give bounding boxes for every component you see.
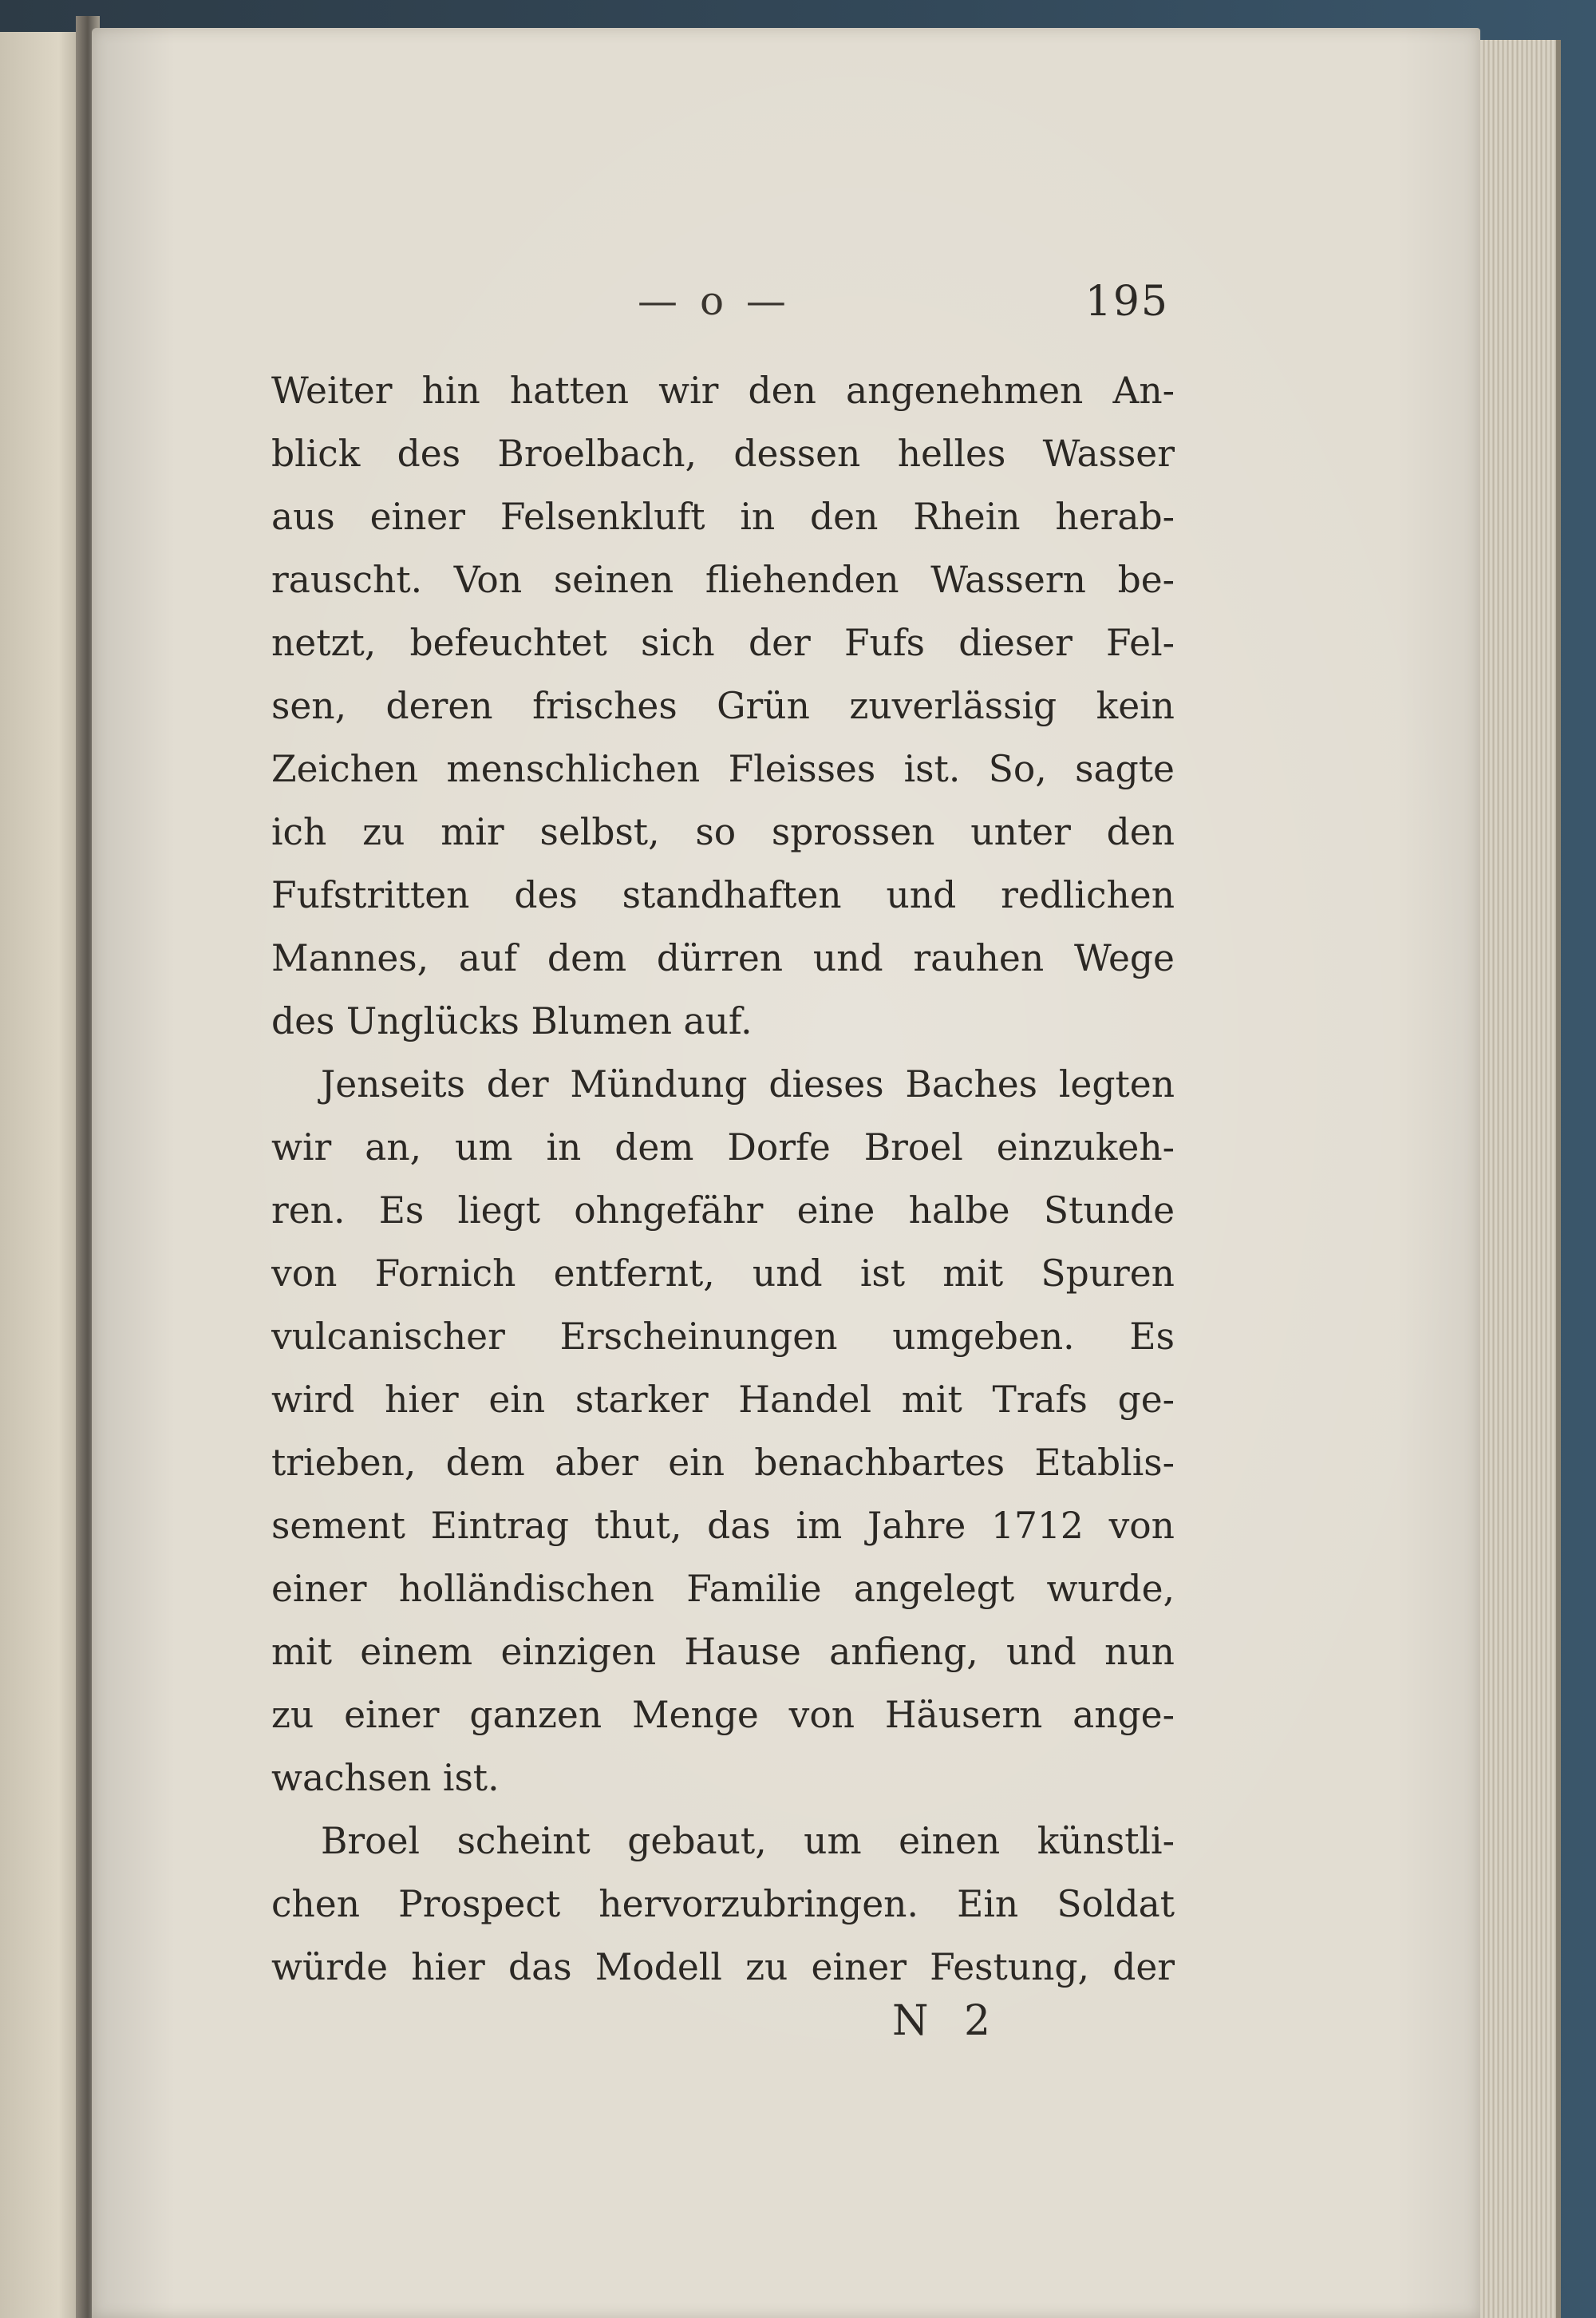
running-head xyxy=(275,278,1169,342)
text-line: Zeichen menschlichen Fleisses ist. So, sagte xyxy=(271,748,1175,790)
page-number: 195 xyxy=(1084,278,1169,326)
signature-mark: N 2 xyxy=(892,1997,1002,2045)
text-line: von Fornich entfernt, und ist mit Spuren xyxy=(271,1252,1175,1295)
left-page-edge xyxy=(0,32,84,2318)
text-line: chen Prospect hervorzubringen. Ein Soldat xyxy=(271,1883,1175,1925)
text-line: Mannes, auf dem dürren und rauhen Wege xyxy=(271,937,1175,979)
text-line: Weiter hin hatten wir den angenehmen An- xyxy=(271,370,1175,412)
text-line: blick des Broelbach, dessen helles Wasser xyxy=(271,433,1175,475)
text-line: netzt, befeuchtet sich der Fufs dieser Fel- xyxy=(271,622,1175,664)
text-line: zu einer ganzen Menge von Häusern ange- xyxy=(271,1694,1175,1736)
text-line: einer holländischen Familie angelegt wurde, xyxy=(271,1568,1175,1610)
page-stack-edges xyxy=(1480,40,1561,2318)
page-text xyxy=(271,359,1175,1999)
text-line: aus einer Felsenkluft in den Rhein herab- xyxy=(271,496,1175,538)
text-line: wachsen ist. xyxy=(271,1757,500,1799)
text-line: vulcanischer Erscheinungen umgeben. Es xyxy=(271,1315,1175,1358)
text-line: Fufstritten des standhaften und redlichen xyxy=(271,874,1175,916)
header-ornament: — o — xyxy=(638,278,791,324)
text-line: Jenseits der Mündung dieses Baches legten xyxy=(321,1063,1175,1106)
text-line: ich zu mir selbst, so sprossen unter den xyxy=(271,811,1175,853)
text-line: sen, deren frisches Grün zuverlässig kein xyxy=(271,685,1175,727)
text-line: trieben, dem aber ein benachbartes Etablis- xyxy=(271,1442,1175,1484)
text-line: sement Eintrag thut, das im Jahre 1712 von xyxy=(271,1505,1175,1547)
text-line: rauscht. Von seinen fliehenden Wassern be- xyxy=(271,559,1175,601)
text-line: Broel scheint gebaut, um einen künstli- xyxy=(321,1820,1175,1862)
text-line: wir an, um in dem Dorfe Broel einzukeh- xyxy=(271,1126,1175,1169)
text-line: des Unglücks Blumen auf. xyxy=(271,1000,753,1042)
text-line: wird hier ein starker Handel mit Trafs ge- xyxy=(271,1379,1175,1421)
text-line: würde hier das Modell zu einer Festung, der xyxy=(271,1946,1175,1988)
text-line: ren. Es liegt ohngefähr eine halbe Stunde xyxy=(271,1189,1175,1232)
text-line: mit einem einzigen Hause anfieng, und nun xyxy=(271,1631,1175,1673)
